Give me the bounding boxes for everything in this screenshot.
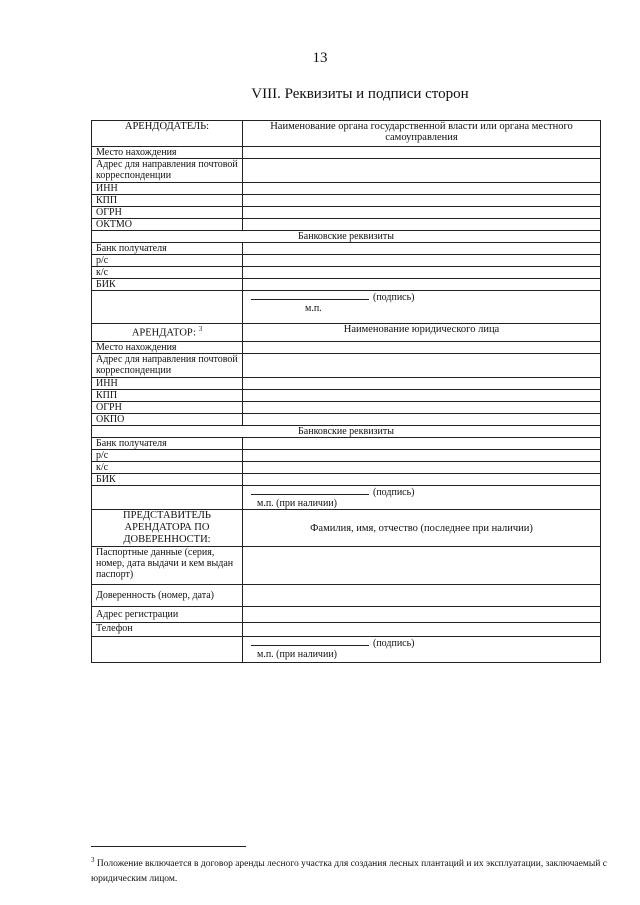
signature-cell[interactable] [243, 486, 601, 510]
bank-details-header: Банковские реквизиты [92, 426, 601, 438]
table-row [92, 474, 601, 486]
field-label: ОКТМО [92, 219, 243, 231]
signature-label: (подпись) [373, 487, 415, 498]
table-row [92, 243, 601, 255]
field-value[interactable] [243, 342, 601, 354]
field-label: Адрес регистрации [92, 607, 243, 623]
empty-cell [92, 486, 243, 510]
field-value[interactable] [243, 438, 601, 450]
field-label: р/с [92, 450, 243, 462]
footnote-ref: 3 [198, 325, 203, 333]
field-label: ОКПО [92, 414, 243, 426]
bank-details-header: Банковские реквизиты [92, 231, 601, 243]
field-value[interactable] [243, 450, 601, 462]
field-value[interactable] [243, 474, 601, 486]
representative-name-header: Фамилия, имя, отчество (последнее при наличии) [243, 510, 601, 547]
field-value[interactable] [243, 354, 601, 378]
field-value[interactable] [243, 585, 601, 607]
table-row [92, 390, 601, 402]
table-row [92, 183, 601, 195]
field-value[interactable] [243, 462, 601, 474]
field-label: БИК [92, 474, 243, 486]
table-row [92, 414, 601, 426]
field-value[interactable] [243, 159, 601, 183]
tenant-header-row [92, 324, 601, 342]
signature-row [92, 291, 601, 324]
field-label: к/с [92, 267, 243, 279]
table-row [92, 267, 601, 279]
field-value[interactable] [243, 414, 601, 426]
field-label: ОГРН [92, 207, 243, 219]
seal-label: м.п. [305, 303, 322, 314]
seal-label: м.п. (при наличии) [257, 498, 337, 509]
field-label: КПП [92, 390, 243, 402]
field-value[interactable] [243, 267, 601, 279]
field-label: Телефон [92, 623, 243, 637]
signature-line [251, 637, 369, 646]
bank-header-row [92, 426, 601, 438]
field-value[interactable] [243, 547, 601, 585]
field-value[interactable] [243, 243, 601, 255]
representative-header-row [92, 510, 601, 547]
seal-label: м.п. (при наличии) [257, 649, 337, 660]
empty-cell [92, 637, 243, 663]
signature-row [92, 637, 601, 663]
footnote-divider [91, 846, 246, 847]
signature-row [92, 486, 601, 510]
landlord-header-row [92, 121, 601, 147]
field-value[interactable] [243, 279, 601, 291]
table-row [92, 159, 601, 183]
field-value[interactable] [243, 147, 601, 159]
field-label: Место нахождения [92, 147, 243, 159]
field-label: Банк получателя [92, 438, 243, 450]
field-label: Адрес для направления почтовой корреспонденции [92, 354, 243, 378]
landlord-header: АРЕНДОДАТЕЛЬ: [92, 121, 243, 147]
table-row [92, 195, 601, 207]
section-title: VIII. Реквизиты и подписи сторон [251, 86, 469, 102]
field-label: БИК [92, 279, 243, 291]
field-value[interactable] [243, 607, 601, 623]
table-row [92, 402, 601, 414]
table-row [92, 378, 601, 390]
field-label: Место нахождения [92, 342, 243, 354]
requisites-table [91, 120, 601, 663]
signature-cell[interactable] [243, 637, 601, 663]
representative-header: ПРЕДСТАВИТЕЛЬ АРЕНДАТОРА ПО ДОВЕРЕННОСТИ: [92, 510, 243, 547]
page-number: 13 [312, 50, 328, 66]
field-label: ОГРН [92, 402, 243, 414]
signature-label: (подпись) [373, 638, 415, 649]
table-row [92, 585, 601, 607]
field-label: Паспортные данные (серия, номер, дата выдачи и кем выдан паспорт) [92, 547, 243, 585]
table-row [92, 207, 601, 219]
table-row [92, 147, 601, 159]
landlord-name-header: Наименование органа государственной власти или органа местного самоуправления [243, 121, 601, 147]
table-row [92, 623, 601, 637]
footnote-text: Положение включается в договор аренды лесного участка для создания лесных плантаций и их эксплуатации, заключаемый с юридическим лицом. [91, 859, 607, 885]
field-label: Адрес для направления почтовой корреспонденции [92, 159, 243, 183]
footnote [91, 853, 636, 887]
field-label: р/с [92, 255, 243, 267]
table-row [92, 438, 601, 450]
field-label: к/с [92, 462, 243, 474]
signature-cell[interactable] [243, 291, 601, 324]
table-row [92, 607, 601, 623]
field-value[interactable] [243, 390, 601, 402]
field-value[interactable] [243, 402, 601, 414]
signature-line [251, 291, 369, 300]
tenant-header: АРЕНДАТОР: $^3$ [92, 324, 243, 342]
field-value[interactable] [243, 207, 601, 219]
field-value[interactable] [243, 255, 601, 267]
field-value[interactable] [243, 623, 601, 637]
field-label: КПП [92, 195, 243, 207]
table-row [92, 462, 601, 474]
table-row [92, 450, 601, 462]
signature-label: (подпись) [373, 292, 415, 303]
signature-line [251, 486, 369, 495]
field-label: Доверенность (номер, дата) [92, 585, 243, 607]
field-value[interactable] [243, 378, 601, 390]
tenant-name-header: Наименование юридического лица [243, 324, 601, 342]
table-row [92, 255, 601, 267]
field-label: Банк получателя [92, 243, 243, 255]
table-row [92, 547, 601, 585]
field-value[interactable] [243, 219, 601, 231]
table-row [92, 354, 601, 378]
bank-header-row [92, 231, 601, 243]
table-row [92, 219, 601, 231]
footnote-mark: 3 [91, 856, 95, 864]
table-row [92, 279, 601, 291]
field-label: ИНН [92, 378, 243, 390]
field-value[interactable] [243, 183, 601, 195]
field-value[interactable] [243, 195, 601, 207]
field-label: ИНН [92, 183, 243, 195]
empty-cell [92, 291, 243, 324]
table-row [92, 342, 601, 354]
